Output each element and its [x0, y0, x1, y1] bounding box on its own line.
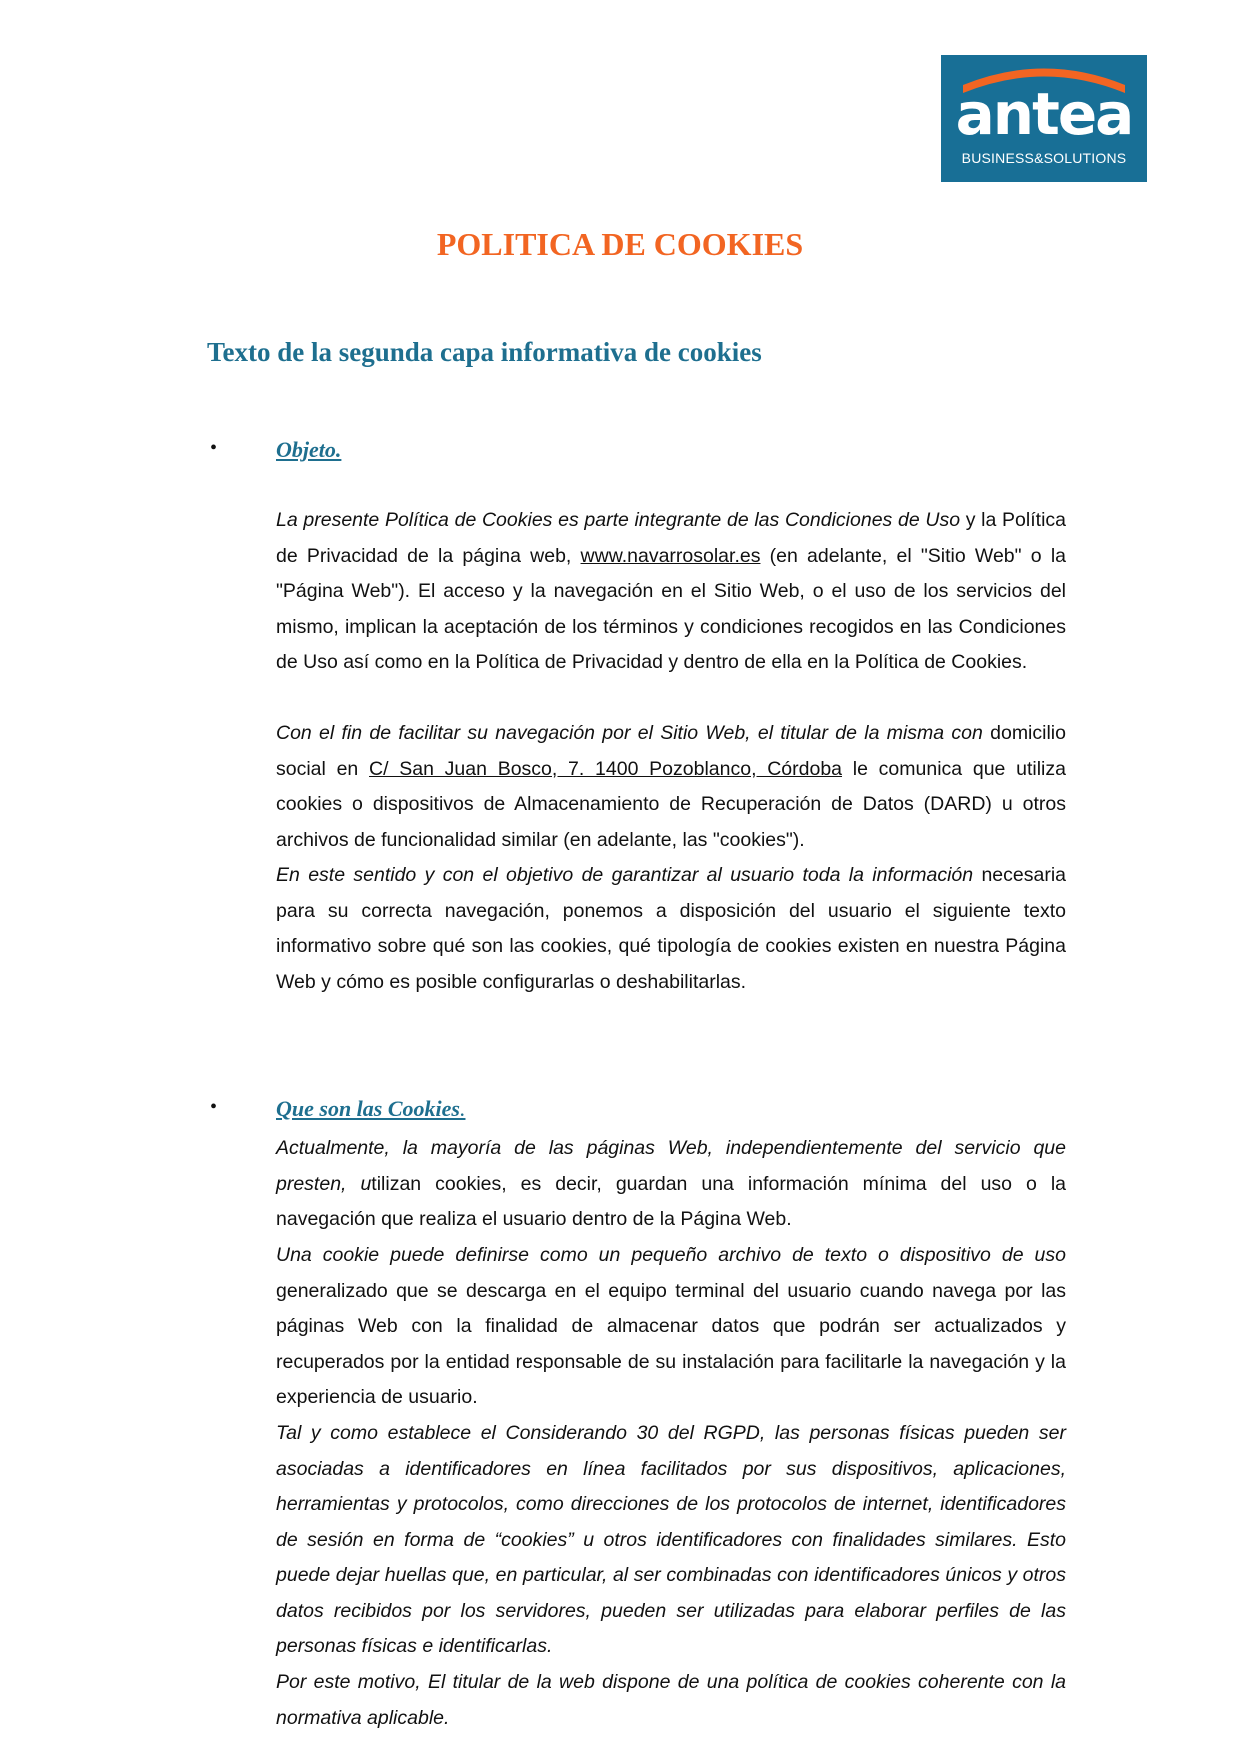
- paragraph-que-son-1-italic: Actualmente, la mayoría de las páginas Web, independientemente del servicio que presten, u: [276, 1137, 1066, 1195]
- paragraph-que-son-2-italic: Una cookie puede definirse como un pequeño archivo de texto o dispositivo de uso: [276, 1244, 1066, 1266]
- section-heading-que-son: [276, 1096, 465, 1122]
- address-link[interactable]: C/ San Juan Bosco, 7. 1400 Pozoblanco, Córdoba: [369, 757, 843, 780]
- website-link[interactable]: www.navarrosolar.es: [580, 544, 761, 567]
- paragraph-objeto-1-text: y la Política de Privacidad de la página web,: [276, 509, 1066, 567]
- paragraph-que-son-2-text: generalizado que se descarga en el equipo terminal del usuario cuando navega por las páginas Web con la finalidad de almacenar datos que podrán ser actualizados y recuperados por la entidad responsable de su instalación para facilitarle la navegación y la experiencia de usuario.: [276, 1279, 1066, 1408]
- bullet-que-son: •: [210, 1096, 218, 1118]
- paragraph-que-son-2: [276, 1238, 1066, 1416]
- paragraph-objeto-1-italic: La presente Política de Cookies es parte integrante de las Condiciones de Uso: [276, 509, 961, 531]
- logo-tagline: BUSINESS&SOLUTIONS: [961, 150, 1127, 166]
- paragraph-objeto-3-text: necesaria para su correcta navegación, ponemos a disposición del usuario el siguiente texto informativo sobre qué son las cookies, qué tipología de cookies existen en nuestra Página Web y cómo es posible configurarlas o deshabilitarlas.: [276, 864, 1067, 993]
- bullet-objeto: •: [210, 437, 218, 459]
- paragraph-que-son-1-text: tilizan cookies, es decir, guardan una información mínima del uso o la navegación que realiza el usuario dentro de la Página Web.: [276, 1172, 1066, 1230]
- paragraph-objeto-2-text: domicilio social en: [276, 722, 1066, 780]
- logo-wordmark: antea: [955, 80, 1133, 148]
- paragraph-objeto-3-italic: En este sentido y con el objetivo de garantizar al usuario toda la información: [276, 864, 974, 886]
- paragraph-objeto-2: [276, 716, 1066, 858]
- paragraph-que-son-1: [276, 1131, 1066, 1238]
- page-subtitle: Texto de la segunda capa informativa de cookies: [207, 337, 762, 367]
- paragraph-objeto-1: [276, 503, 1066, 681]
- heading-period: .: [459, 1096, 466, 1121]
- paragraph-que-son-4: Por este motivo, El titular de la web dispone de una política de cookies coherente con la normativa aplicable.: [276, 1671, 1066, 1729]
- section-heading-objeto: Objeto.: [276, 437, 342, 462]
- paragraph-objeto-2-rest: le comunica que utiliza cookies o dispositivos de Almacenamiento de Recuperación de Datos (DARD) u otros archivos de funcionalidad similar (en adelante, las "cookies").: [276, 757, 1066, 851]
- paragraph-objeto-1-rest: (en adelante, el "Sitio Web" o la "Página Web"). El acceso y la navegación en el Sitio Web, o el uso de los servicios del mismo, implican la aceptación de los términos y condiciones recogidos en las Condiciones de Uso así como en la Política de Privacidad y dentro de ella en la Política de Cookies.: [276, 544, 1066, 673]
- antea-logo: [941, 55, 1147, 182]
- section-heading-que-son-text: Que son las Cookies: [276, 1096, 460, 1121]
- paragraph-que-son-3: Tal y como establece el Considerando 30 del RGPD, las personas físicas pueden ser asociadas a identificadores en línea facilitados por sus dispositivos, aplicaciones, herramientas y protocolos, como direcciones de los protocolos de internet, identificadores de sesión en forma de “cookies” u otros identificadores con finalidades similares. Esto puede dejar huellas que, en particular, al ser combinadas con identificadores únicos y otros datos recibidos por los servidores, pueden ser utilizadas para elaborar perfiles de las personas físicas e identificarlas.: [276, 1422, 1066, 1657]
- paragraph-objeto-3: [276, 858, 1066, 1000]
- paragraph-objeto-2-italic: Con el fin de facilitar su navegación por el Sitio Web, el titular de la misma con: [276, 722, 983, 744]
- page-title: POLITICA DE COOKIES: [436, 226, 804, 262]
